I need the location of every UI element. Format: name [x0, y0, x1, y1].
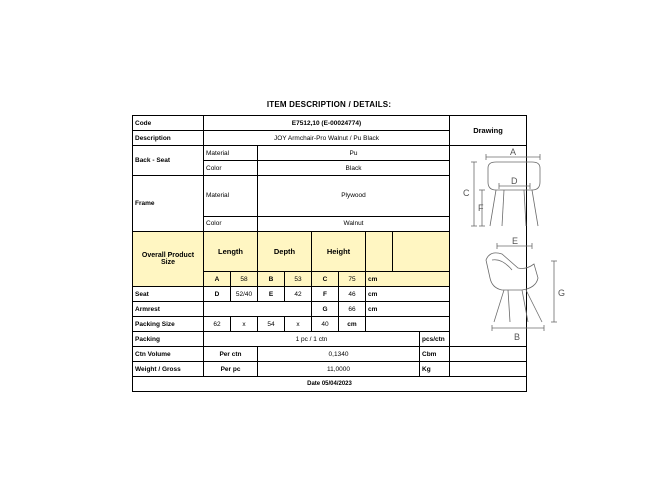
- packing-value: 1 pc / 1 ctn: [204, 332, 420, 347]
- ctn-volume-value: 0,1340: [258, 347, 420, 362]
- weight-blank: [450, 362, 527, 377]
- spec-table: [132, 115, 566, 392]
- dim-b-letter: B: [258, 272, 285, 287]
- back-seat-material-value: Pu: [258, 146, 450, 161]
- back-seat-label: Back - Seat: [133, 146, 204, 176]
- dim-a-letter: A: [204, 272, 231, 287]
- length-header: Length: [204, 231, 258, 272]
- letter-e: E: [512, 236, 519, 246]
- height-header: Height: [312, 231, 366, 272]
- armrest-g-letter: G: [312, 302, 339, 317]
- dim-a-value: 58: [231, 272, 258, 287]
- seat-label: Seat: [133, 287, 204, 302]
- overall-size-label: [133, 231, 204, 287]
- letter-b: B: [514, 332, 521, 342]
- packing-label: Packing: [133, 332, 204, 347]
- back-seat-color-key: Color: [204, 161, 258, 176]
- weight-value: 11,0000: [258, 362, 420, 377]
- dim-b-value: 53: [285, 272, 312, 287]
- weight-label: Weight / Gross: [133, 362, 204, 377]
- weight-unit: Kg: [420, 362, 450, 377]
- seat-d-letter: D: [204, 287, 231, 302]
- overall-size-label-line1: Overall Product: [141, 251, 195, 259]
- chair-drawing: [452, 146, 577, 346]
- frame-material-value: Plywood: [258, 176, 450, 217]
- ctn-volume-blank: [450, 347, 527, 362]
- armrest-unit: cm: [366, 302, 450, 317]
- armrest-g-value: 66: [339, 302, 366, 317]
- seat-e-value: 42: [285, 287, 312, 302]
- depth-header: Depth: [258, 231, 312, 272]
- drawing-cell: [450, 146, 566, 347]
- frame-material-key: Material: [204, 176, 258, 217]
- seat-f-letter: F: [312, 287, 339, 302]
- header-blank: [366, 231, 393, 272]
- packing-unit: pcs/ctn: [420, 332, 450, 347]
- dim-c-letter: C: [312, 272, 339, 287]
- packing-size-width: 54: [258, 317, 285, 332]
- packing-size-unit: cm: [339, 317, 366, 332]
- code-label: Code: [133, 116, 204, 131]
- frame-color-key: Color: [204, 216, 258, 231]
- weight-per: Per pc: [204, 362, 258, 377]
- frame-label: Frame: [133, 176, 204, 232]
- letter-d: D: [511, 176, 518, 186]
- seat-unit: cm: [366, 287, 450, 302]
- overall-size-label-line2: Size: [160, 258, 175, 266]
- document-title: ITEM DESCRIPTION / DETAILS:: [266, 100, 392, 109]
- armrest-label: Armrest: [133, 302, 204, 317]
- armrest-blank: [204, 302, 312, 317]
- code-value: E7512,10 (E-00024774): [204, 116, 450, 131]
- packing-size-x2: x: [285, 317, 312, 332]
- back-seat-material-key: Material: [204, 146, 258, 161]
- packing-size-blank: [366, 317, 450, 332]
- footer-date: Date 05/04/2023: [133, 377, 527, 392]
- dim-unit: cm: [366, 272, 450, 287]
- packing-size-height: 40: [312, 317, 339, 332]
- seat-f-value: 46: [339, 287, 366, 302]
- packing-size-x1: x: [231, 317, 258, 332]
- letter-f: F: [478, 203, 484, 213]
- ctn-volume-unit: Cbm: [420, 347, 450, 362]
- letter-g: G: [558, 288, 566, 298]
- packing-size-label: Packing Size: [133, 317, 204, 332]
- ctn-volume-label: Ctn Volume: [133, 347, 204, 362]
- chair-side-view: [486, 243, 557, 331]
- ctn-volume-per: Per ctn: [204, 347, 258, 362]
- seat-d-value: 52/40: [231, 287, 258, 302]
- description-label: Description: [133, 131, 204, 146]
- frame-color-value: Walnut: [258, 216, 450, 231]
- back-seat-color-value: Black: [258, 161, 450, 176]
- header-blank-2: [393, 231, 450, 272]
- drawing-label: Drawing: [450, 116, 527, 146]
- packing-size-length: 62: [204, 317, 231, 332]
- description-value: JOY Armchair-Pro Walnut / Pu Black: [204, 131, 450, 146]
- letter-a: A: [510, 147, 517, 157]
- dim-c-value: 75: [339, 272, 366, 287]
- seat-e-letter: E: [258, 287, 285, 302]
- letter-c: C: [463, 188, 470, 198]
- chair-front-view: [471, 154, 540, 226]
